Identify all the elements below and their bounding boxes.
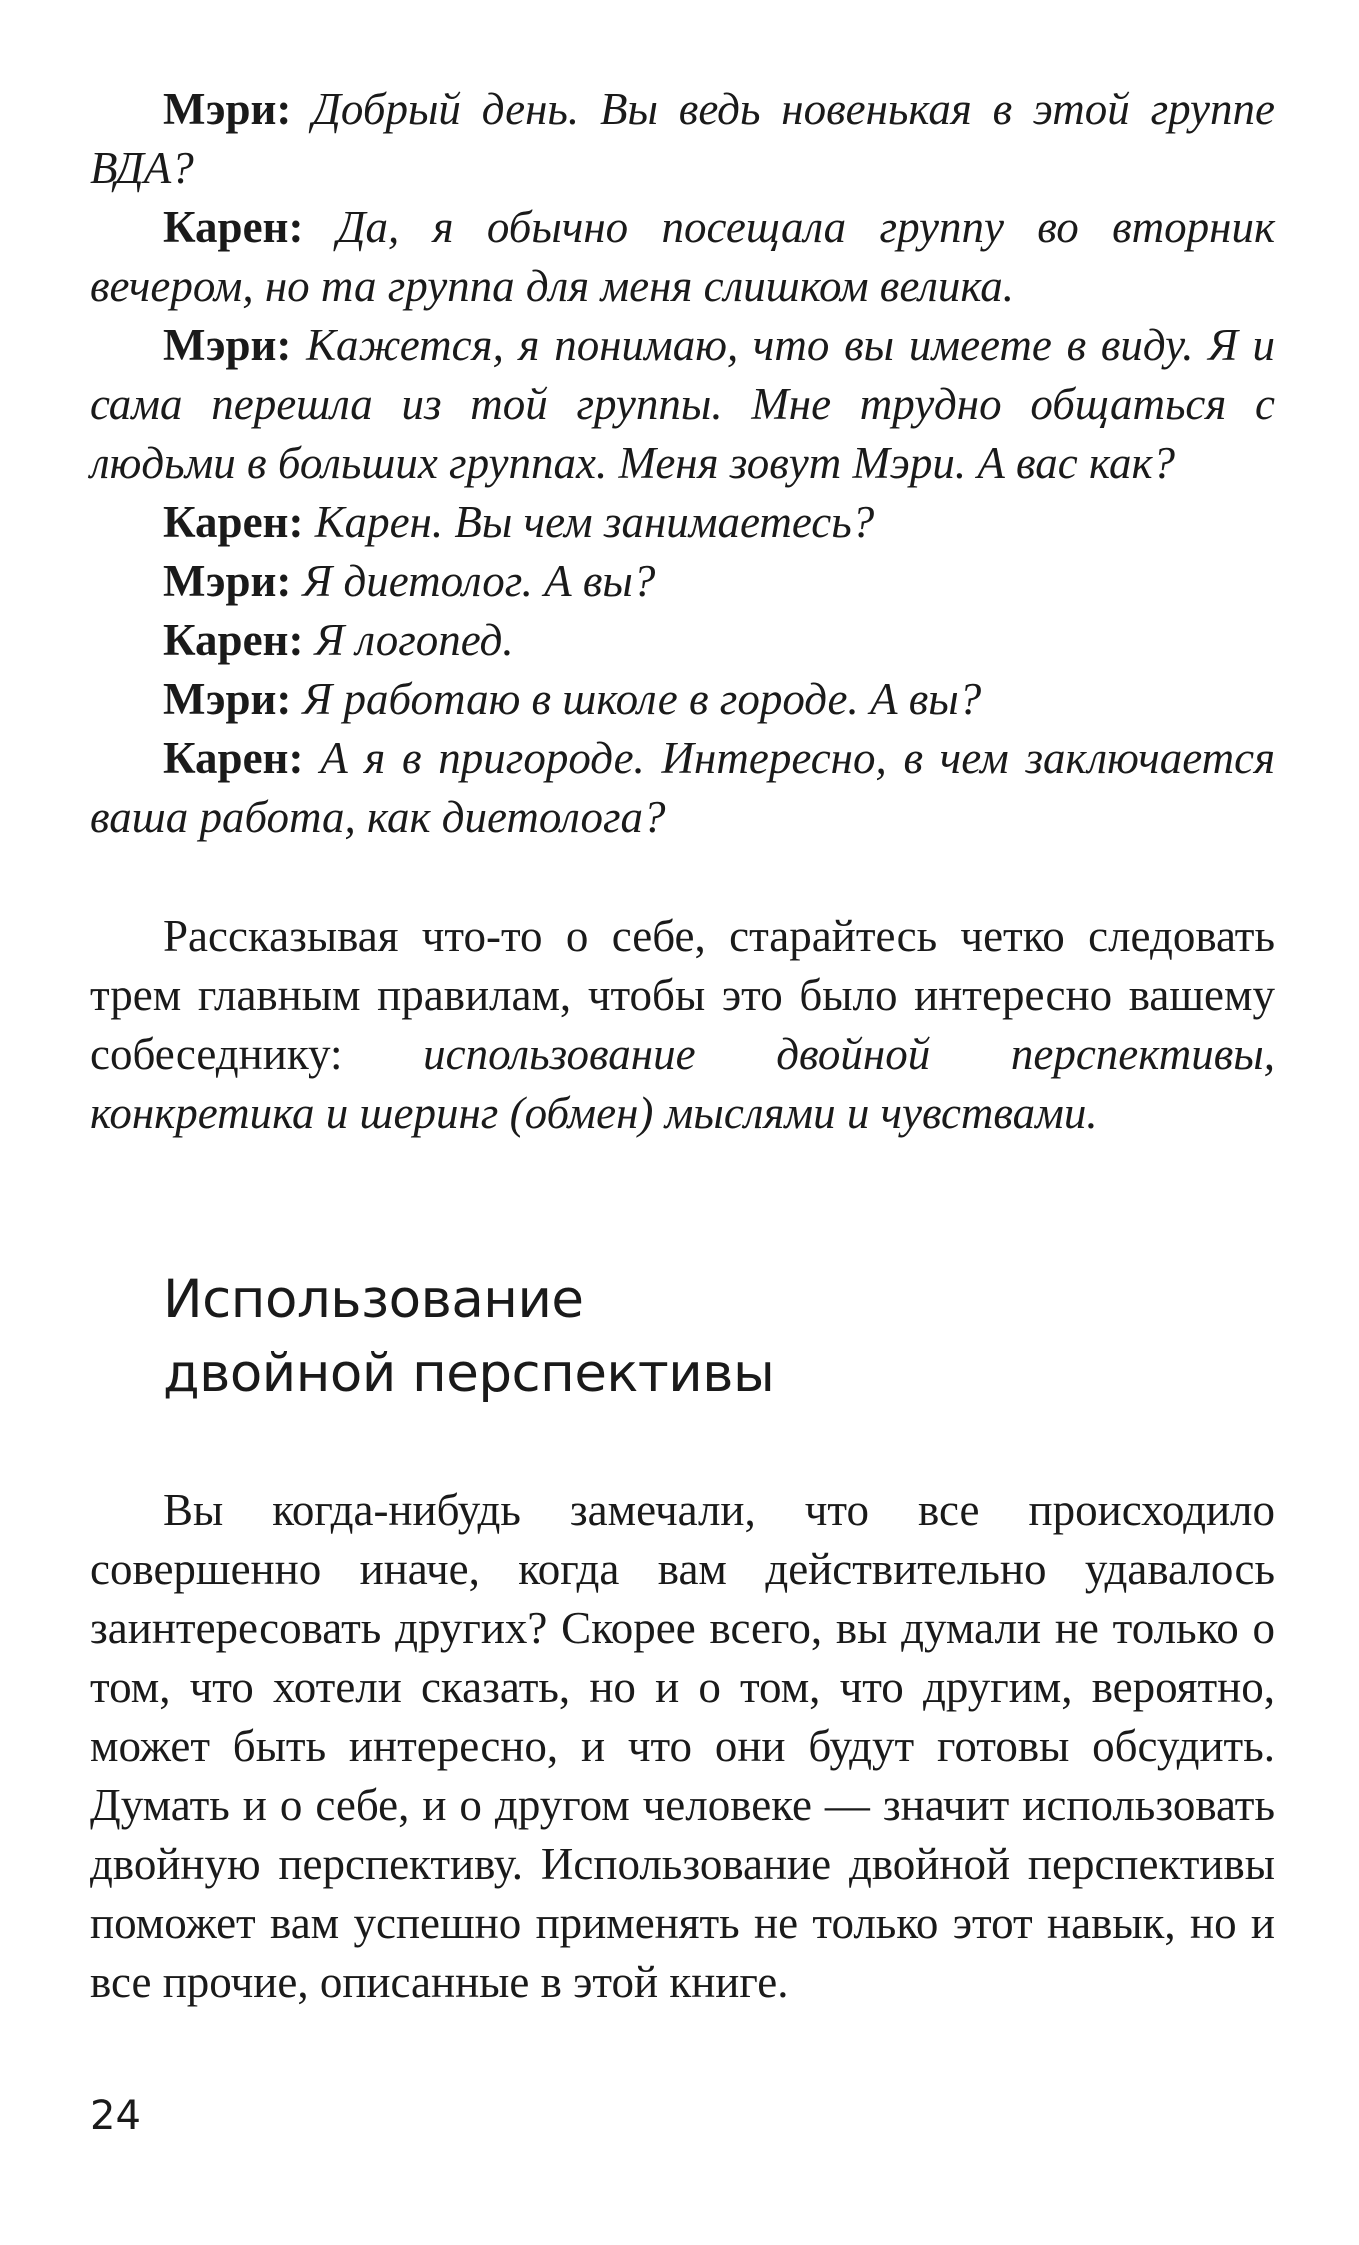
intro-plain-text: Рассказывая что-то о себе, старайтесь четко следовать трем главным правилам, чтобы это было интересно вашему собеседнику: — [90, 911, 1275, 1079]
dialogue-line — [90, 493, 1275, 552]
dialogue-line — [90, 729, 1275, 847]
page-number: 24 — [90, 2093, 141, 2139]
speaker-name: Мэри: — [163, 320, 292, 370]
dialogue-line — [90, 611, 1275, 670]
dialogue — [90, 80, 1275, 847]
speaker-name: Карен: — [163, 202, 304, 252]
dialogue-line — [90, 670, 1275, 729]
intro-paragraph — [90, 907, 1275, 1143]
speaker-name: Мэри: — [163, 84, 292, 134]
page-content — [90, 80, 1275, 2012]
dialogue-line — [90, 80, 1275, 198]
speaker-name: Мэри: — [163, 556, 292, 606]
intro-emphasis-text: использование двойной перспективы, конкретика и шеринг (обмен) мыслями и чувствами. — [90, 1029, 1275, 1138]
section-heading-line-1: Использование — [163, 1269, 584, 1330]
speaker-name: Мэри: — [163, 674, 292, 724]
dialogue-line — [90, 198, 1275, 316]
dialogue-text: Кажется, я понимаю, что вы имеете в виду. Я и сама перешла из той группы. Мне трудно общаться с людьми в больших группах. Меня зовут Мэри. А вас как? — [90, 320, 1276, 488]
dialogue-text: Карен. Вы чем занимаетесь? — [314, 497, 875, 547]
intro-text — [90, 907, 1275, 1143]
section-heading-line-2: двойной перспективы — [163, 1343, 775, 1404]
dialogue-text: Да, я обычно посещала группу во вторник вечером, но та группа для меня слишком велика. — [90, 202, 1275, 311]
dialogue-text: Я работаю в школе в городе. А вы? — [302, 674, 982, 724]
section-paragraph: Вы когда-нибудь замечали, что все происходило совершенно иначе, когда вам действительно удавалось заинтересовать других? Скорее всего, вы думали не только о том, что хотели сказать, но и о том, что другим, вероятно, может быть интересно, и что они будут готовы обсудить. Думать и о себе, и о другом человеке — значит использовать двойную перспективу. Использование двойной перспективы поможет вам успешно применять не только этот навык, но и все прочие, описанные в этой книге. — [90, 1485, 1275, 2007]
speaker-name: Карен: — [163, 733, 304, 783]
dialogue-text: А я в пригороде. Интересно, в чем заключается ваша работа, как диетолога? — [90, 733, 1276, 842]
section-body — [90, 1481, 1275, 2012]
section-heading — [163, 1263, 1275, 1411]
dialogue-text: Я диетолог. А вы? — [302, 556, 656, 606]
speaker-name: Карен: — [163, 497, 304, 547]
dialogue-line — [90, 552, 1275, 611]
dialogue-text: Добрый день. Вы ведь новенькая в этой группе ВДА? — [90, 84, 1276, 193]
dialogue-line — [90, 316, 1275, 493]
dialogue-text: Я логопед. — [314, 615, 514, 665]
speaker-name: Карен: — [163, 615, 304, 665]
